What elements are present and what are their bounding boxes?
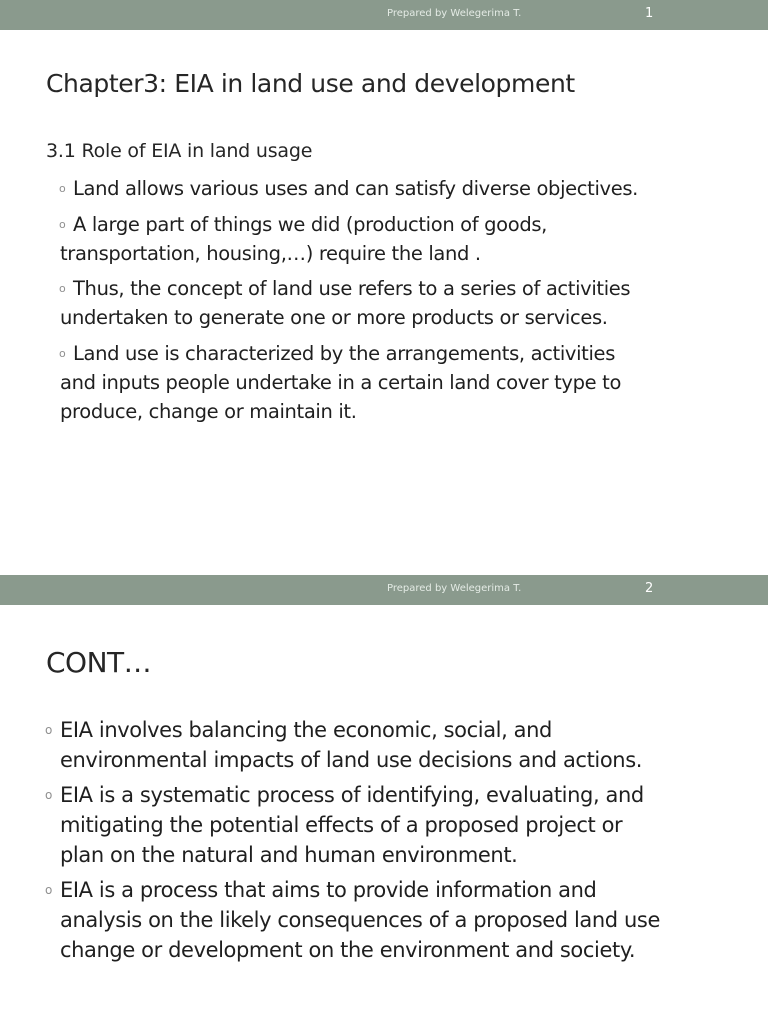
bullet-circle-icon: o — [59, 182, 66, 195]
bullet-text: A large part of things we did (production of goods, transportation, housing,…) require the land . — [60, 212, 548, 265]
bullet-circle-icon: o — [59, 217, 66, 231]
bullet-text: EIA is a process that aims to provide information and analysis on the likely consequences of a proposed land use change or development on the environment and society. — [60, 878, 660, 962]
slide-header-bar — [0, 0, 768, 30]
bullet-list — [45, 715, 750, 970]
bullet-item — [45, 715, 750, 775]
bullet-item — [60, 274, 750, 332]
bullet-text: Land allows various uses and can satisfy diverse objectives. — [73, 177, 639, 200]
slide-title: Chapter3: EIA in land use and development — [46, 69, 575, 98]
bullet-item — [45, 780, 750, 870]
bullet-item — [60, 174, 750, 203]
bullet-item — [45, 875, 750, 965]
bullet-circle-icon: o — [45, 723, 52, 737]
bullet-text: Thus, the concept of land use refers to a series of activities undertaken to generate one or more products or services. — [60, 277, 631, 329]
bullet-text: Land use is characterized by the arrangements, activities and inputs people undertake in a certain land cover type to produce, change or maintain it. — [60, 341, 622, 423]
slide-header-bar — [0, 575, 768, 605]
prepared-by-label: Prepared by Welegerima T. — [387, 8, 522, 19]
bullet-item — [60, 210, 750, 268]
bullet-circle-icon: o — [45, 788, 52, 802]
bullet-text: EIA is a systematic process of identifying, evaluating, and mitigating the potential effects of a proposed project or plan on the natural and human environment. — [60, 783, 644, 867]
bullet-circle-icon: o — [59, 282, 66, 295]
bullet-list — [60, 174, 750, 432]
slide-title: CONT… — [46, 646, 152, 679]
prepared-by-label: Prepared by Welegerima T. — [387, 583, 522, 594]
bullet-item — [60, 339, 750, 426]
bullet-text: EIA involves balancing the economic, social, and environmental impacts of land use decisions and actions. — [60, 718, 643, 772]
bullet-circle-icon: o — [45, 883, 52, 897]
page-number: 1 — [645, 6, 654, 21]
section-subtitle: 3.1 Role of EIA in land usage — [46, 140, 313, 162]
slide-2 — [0, 575, 768, 1024]
bullet-circle-icon: o — [59, 346, 66, 360]
page-number: 2 — [645, 581, 654, 596]
